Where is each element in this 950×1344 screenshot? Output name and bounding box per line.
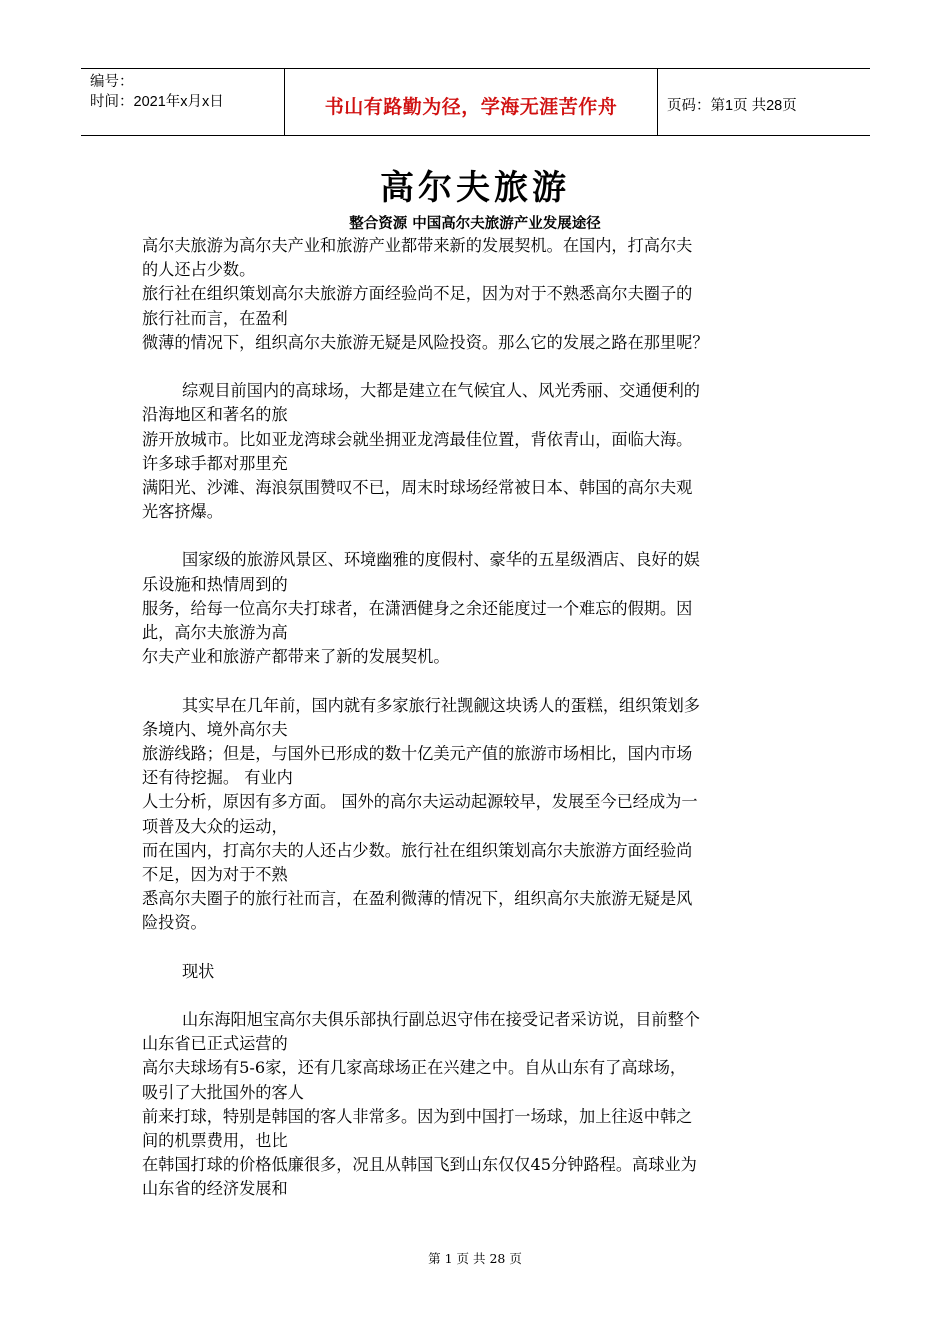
document-subtitle: 整合资源 中国高尔夫旅游产业发展途径 [349,216,601,232]
text-line: 吸引了大批国外的客人 [142,1082,304,1102]
text-line: 不足，因为对于不熟 [142,864,288,884]
page-footer: 第 1 页 共 28 页 [428,1251,522,1266]
text-line: 的人还占少数。 [142,260,256,280]
text-line: 山东海阳旭宝高尔夫俱乐部执行副总迟守伟在接受记者采访说，目前整个 [182,1010,700,1029]
text-line: 还有待挖掘。 有业内 [142,768,293,788]
text-line: 其实早在几年前，国内就有多家旅行社觊觎这块诱人的蛋糕，组织策划多 [182,695,700,715]
paragraph-gap [142,935,812,959]
body-text [142,234,812,1202]
section-heading: 现状 [182,961,215,981]
text-line: 高尔夫球场有5-6家，还有几家高球场正在兴建之中。自从山东有了高球场， [142,1058,687,1078]
header-table [81,68,870,136]
paragraph-gap [142,355,812,379]
document-title: 高尔夫旅游 [380,168,570,208]
text-line: 游开放城市。比如亚龙湾球会就坐拥亚龙湾最佳位置，背依青山，面临大海。 [142,429,693,449]
text-line: 服务，给每一位高尔夫打球者，在潇洒健身之余还能度过一个难忘的假期。因 [142,598,693,618]
paragraph-gap [142,524,812,548]
text-line: 悉高尔夫圈子的旅行社而言，在盈利微薄的情况下，组织高尔夫旅游无疑是风 [142,889,693,909]
text-line: 间的机票费用，也比 [142,1130,288,1150]
text-line: 山东省已正式运营的 [142,1034,288,1054]
text-line: 高尔夫旅游为高尔夫产业和旅游产业都带来新的发展契机。在国内，打高尔夫 [142,236,693,255]
text-line: 在韩国打球的价格低廉很多，况且从韩国飞到山东仅仅45分钟路程。高球业为 [142,1155,697,1175]
header-left-cell [81,69,284,135]
text-line: 综观目前国内的高球场，大都是建立在气候宜人、风光秀丽、交通便利的 [182,381,700,401]
text-line: 光客挤爆。 [142,502,223,522]
number-label: 编号： [90,74,134,90]
page-info: 页码：第1页 共28页 [667,97,797,114]
text-line: 旅行社在组织策划高尔夫旅游方面经验尚不足，因为对于不熟悉高尔夫圈子的 [142,284,693,304]
text-line: 微薄的情况下，组织高尔夫旅游无疑是风险投资。那么它的发展之路在那里呢？ [142,332,709,352]
text-line: 旅游线路；但是，与国外已形成的数十亿美元产值的旅游市场相比，国内市场 [142,743,693,763]
text-line: 沿海地区和著名的旅 [142,405,288,425]
text-line: 许多球手都对那里充 [142,453,288,473]
text-line: 满阳光、沙滩、海浪氛围赞叹不已，周末时球场经常被日本、韩国的高尔夫观 [142,477,693,497]
header-motto-cell [284,69,658,135]
text-line: 人士分析，原因有多方面。 国外的高尔夫运动起源较早，发展至今已经成为一 [142,792,698,812]
text-line: 乐设施和热情周到的 [142,574,288,594]
motto-text: 书山有路勤为径，学海无涯苦作舟 [324,95,618,118]
header-page-cell [658,69,870,135]
paragraph-gap [142,984,812,1008]
text-line: 国家级的旅游风景区、环境幽雅的度假村、豪华的五星级酒店、良好的娱 [182,550,700,570]
text-line: 此，高尔夫旅游为高 [142,623,288,642]
text-line: 尔夫产业和旅游产都带来了新的发展契机。 [142,647,450,667]
text-line: 旅行社而言，在盈利 [142,308,288,328]
text-line: 前来打球，特别是韩国的客人非常多。因为到中国打一场球，加上往返中韩之 [142,1106,693,1126]
text-line: 条境内、境外高尔夫 [142,719,288,739]
date-label: 时间：2021年x月x日 [90,94,224,110]
text-line: 山东省的经济发展和 [142,1179,288,1199]
paragraph-gap [142,669,812,693]
text-line: 而在国内，打高尔夫的人还占少数。旅行社在组织策划高尔夫旅游方面经验尚 [142,840,693,860]
text-line: 项普及大众的运动， [142,816,288,836]
text-line: 险投资。 [142,913,207,933]
